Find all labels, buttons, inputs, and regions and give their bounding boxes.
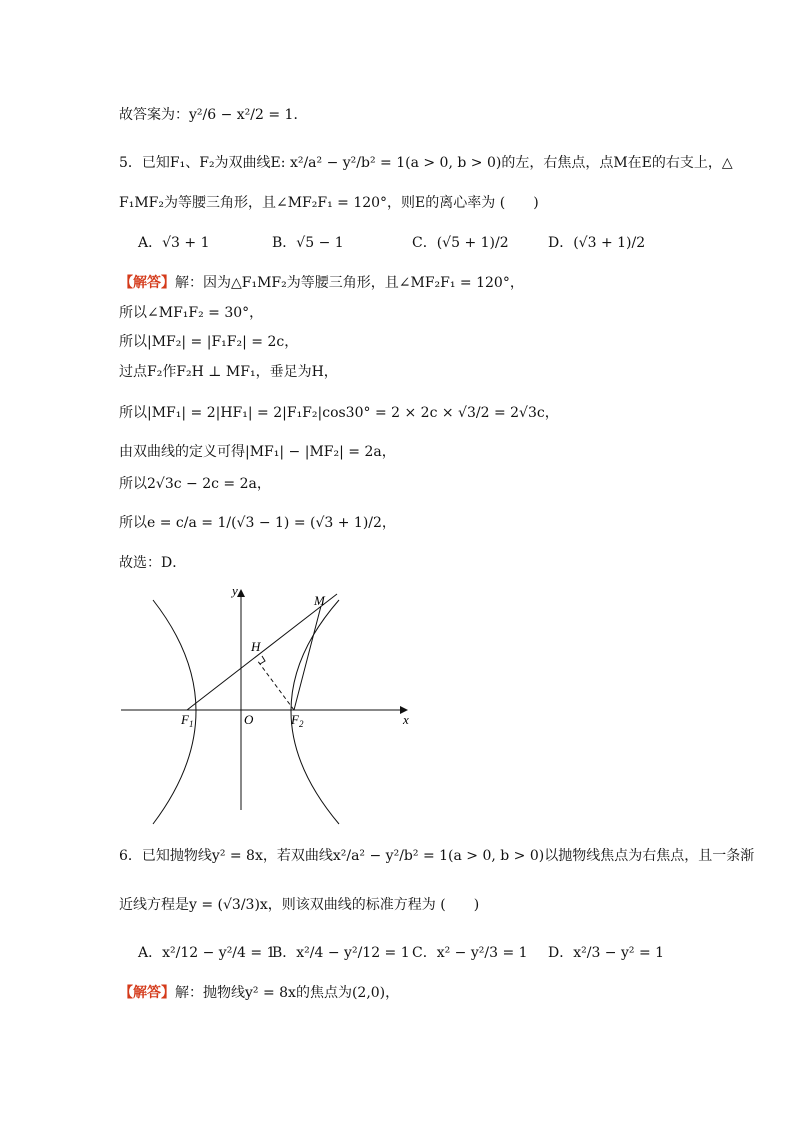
q6-stem-line-2: 近线方程是y = (√3/3)x，则该双曲线的标准方程为 ( ) bbox=[119, 897, 480, 913]
q5-solution-line-6: 由双曲线的定义可得|MF₁| − |MF₂| = 2a， bbox=[119, 444, 396, 460]
q5-stem-line-2: F₁MF₂为等腰三角形，且∠MF₂F₁ = 120°，则E的离心率为 ( ) bbox=[119, 195, 539, 211]
label-h: H bbox=[251, 639, 261, 654]
left-branch-curve bbox=[153, 600, 196, 824]
q6-option-c: C．x² − y²/3 = 1 bbox=[412, 945, 528, 961]
q5-solution-line-1 bbox=[119, 272, 524, 294]
label-f2-sub: 2 bbox=[298, 719, 304, 729]
label-f1-sub: 1 bbox=[188, 719, 194, 729]
label-m: M bbox=[314, 593, 325, 608]
label-o: O bbox=[244, 712, 254, 727]
q6-option-a: A．x²/12 − y²/4 = 1 bbox=[138, 945, 276, 961]
dashed-f2-h bbox=[257, 660, 294, 710]
q6-solution-line-1 bbox=[119, 982, 399, 1004]
answer-tag: 【解答】 bbox=[119, 985, 175, 1001]
label-f2 bbox=[290, 712, 304, 729]
q5-solution-line-8: 所以e = c/a = 1/(√3 − 1) = (√3 + 1)/2， bbox=[119, 515, 396, 531]
q5-solution-text-1: 解：因为△F₁MF₂为等腰三角形，且∠MF₂F₁ = 120°， bbox=[175, 275, 524, 291]
q5-solution-line-3: 所以|MF₂| = |F₁F₂| = 2c， bbox=[119, 334, 299, 350]
label-x: x bbox=[403, 712, 409, 727]
q5-solution-line-4: 过点F₂作F₂H ⊥ MF₁，垂足为H， bbox=[119, 364, 338, 380]
segment-f2-m bbox=[294, 606, 321, 710]
q5-solution-line-7: 所以2√3c − 2c = 2a， bbox=[119, 476, 271, 492]
q6-option-d: D．x²/3 − y² = 1 bbox=[548, 945, 665, 961]
q4-answer-line: 故答案为：y²/6 − x²/2 = 1． bbox=[119, 107, 308, 123]
q5-option-b: B．√5 − 1 bbox=[272, 235, 344, 251]
q5-solution-line-2: 所以∠MF₁F₂ = 30°， bbox=[119, 305, 264, 321]
q6-stem-line-1: 6．已知抛物线y² = 8x，若双曲线x²/a² − y²/b² = 1(a > 0, b > 0)以抛物线焦点为右焦点，且一条渐 bbox=[119, 848, 755, 864]
q6-option-b: B．x²/4 − y²/12 = 1 bbox=[272, 945, 410, 961]
q5-option-d: D．(√3 + 1)/2 bbox=[548, 235, 646, 251]
q5-solution-line-9: 故选：D． bbox=[119, 555, 187, 571]
answer-tag: 【解答】 bbox=[119, 275, 175, 291]
q5-solution-line-5: 所以|MF₁| = 2|HF₁| = 2|F₁F₂|cos30° = 2 × 2c × √3/2 = 2√3c， bbox=[119, 405, 559, 421]
right-angle-mark bbox=[260, 656, 265, 664]
label-y: y bbox=[232, 583, 238, 598]
hyperbola-figure bbox=[119, 580, 419, 828]
q5-stem-line-1: 5．已知F₁、F₂为双曲线E: x²/a² − y²/b² = 1(a > 0, b > 0)的左，右焦点，点M在E的右支上，△ bbox=[119, 155, 733, 171]
label-f1 bbox=[180, 712, 193, 729]
q5-option-c: C．(√5 + 1)/2 bbox=[412, 235, 509, 251]
q6-solution-text-1: 解：抛物线y² = 8x的焦点为(2,0)， bbox=[175, 985, 400, 1001]
label-f2-letter: F bbox=[291, 712, 299, 727]
label-f1-letter: F bbox=[181, 712, 189, 727]
line-f1-m bbox=[187, 594, 337, 710]
q5-option-a: A．√3 + 1 bbox=[138, 235, 210, 251]
